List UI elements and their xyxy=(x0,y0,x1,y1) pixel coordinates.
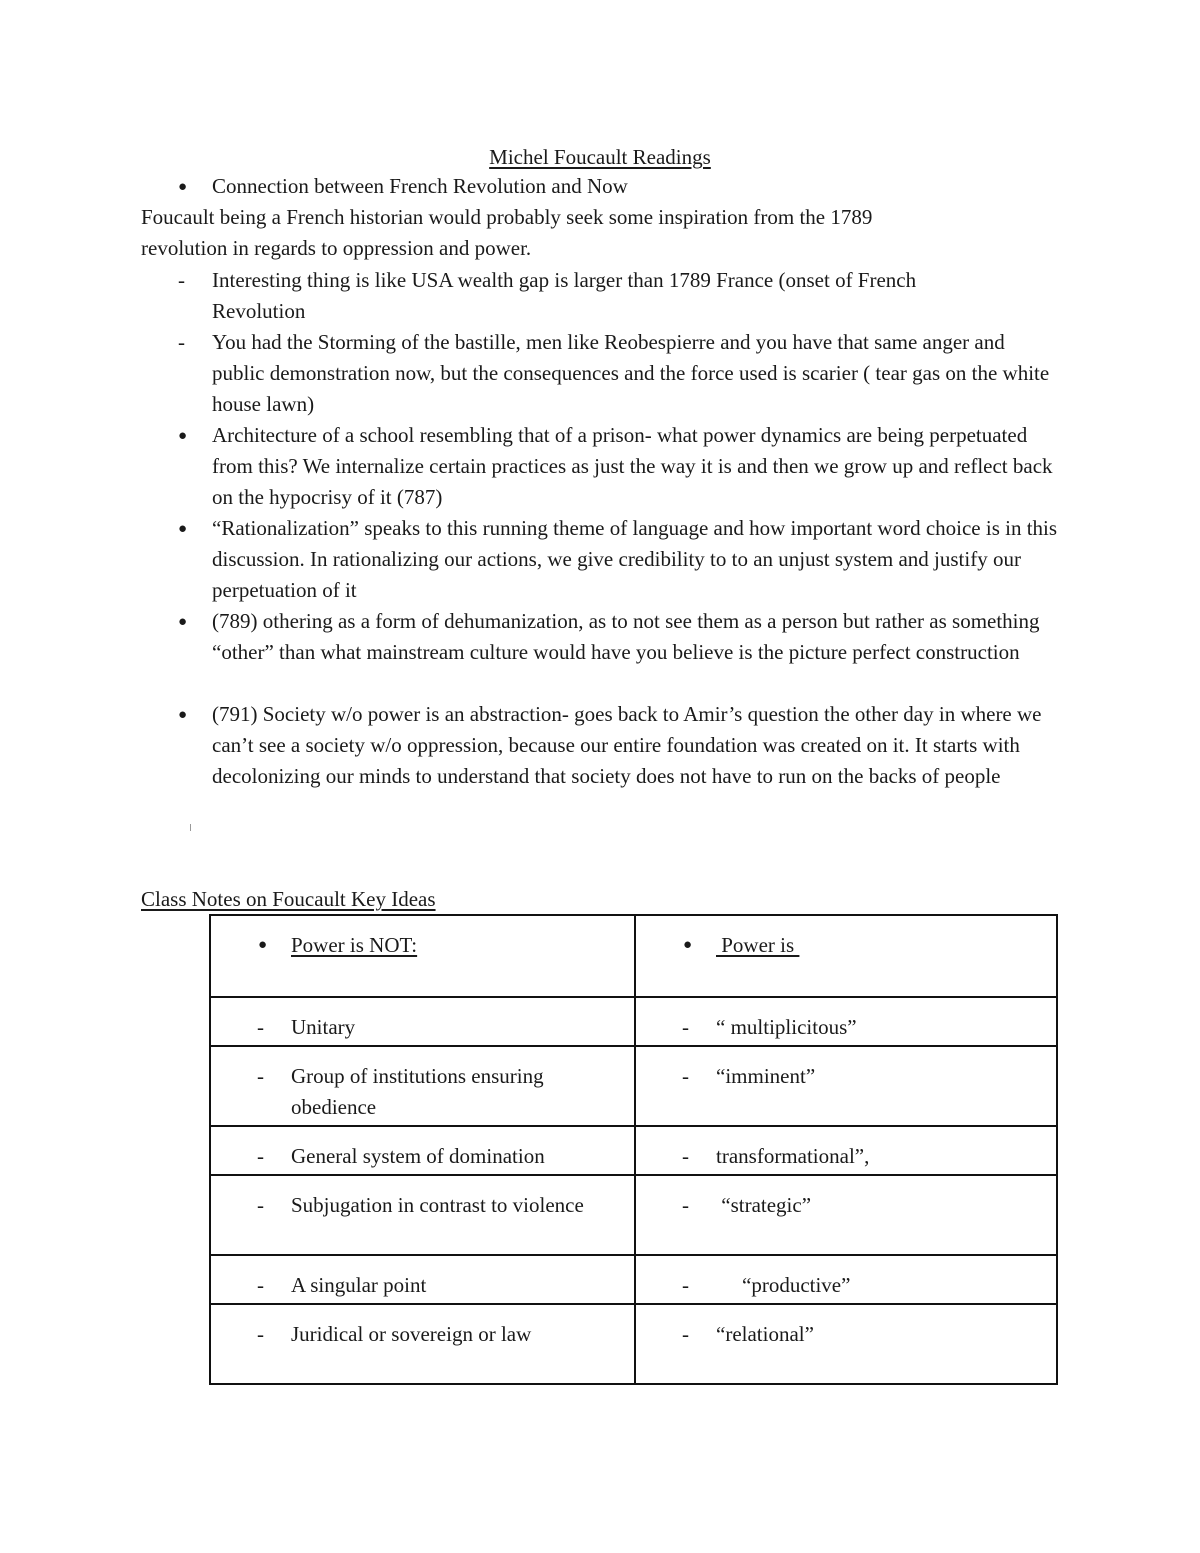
dash-item: Interesting thing is like USA wealth gap is larger than 1789 France (onset of French Revolution xyxy=(212,268,917,323)
table-cell xyxy=(635,1175,1057,1255)
table-cell xyxy=(635,997,1057,1046)
table-header-cell xyxy=(210,915,635,997)
bullet-item: Architecture of a school resembling that of a prison- what power dynamics are being perpetuated from this? We internalize certain practices as just the way it is and then we grow up and reflect back on the hypocrisy of it (787) xyxy=(212,423,1053,509)
paragraph-line: revolution in regards to oppression and power. xyxy=(141,236,532,260)
page-title xyxy=(0,144,1200,171)
cell-text: “imminent” xyxy=(716,1064,816,1088)
cell-text: Subjugation in contrast to violence xyxy=(291,1193,584,1217)
table-cell xyxy=(210,1304,635,1384)
bullet-marker: ● xyxy=(178,428,188,444)
table-cell xyxy=(210,1126,635,1175)
stray-mark xyxy=(190,824,191,831)
dash-marker: - xyxy=(682,1273,689,1297)
table-cell xyxy=(210,1255,635,1304)
intro-bullet-item: Connection between French Revolution and Now xyxy=(212,174,628,198)
table-header-row xyxy=(210,915,1057,997)
cell-text: “productive” xyxy=(742,1273,851,1297)
table-cell xyxy=(210,997,635,1046)
table-row xyxy=(210,1046,1057,1126)
dash-marker: - xyxy=(682,1193,689,1217)
bullet-marker: ● xyxy=(178,707,188,723)
dash-item: You had the Storming of the bastille, men like Reobespierre and you have that same anger and public demonstration now, but the consequences and the force used is scarier ( tear gas on the white house lawn) xyxy=(212,330,1050,416)
dash-marker: - xyxy=(178,268,185,292)
dash-marker: - xyxy=(178,330,185,354)
bullet-item: “Rationalization” speaks to this running theme of language and how important word choice is in this discussion. In rationalizing our actions, we give credibility to to an unjust system and justify our perpetuation of it xyxy=(212,516,1058,602)
paragraph-line: Foucault being a French historian would probably seek some inspiration from the 1789 xyxy=(141,205,873,229)
cell-text: A singular point xyxy=(291,1273,427,1297)
table-cell xyxy=(210,1175,635,1255)
dash-marker: - xyxy=(682,1322,689,1346)
bullet-marker: ● xyxy=(178,179,188,195)
table-cell xyxy=(210,1046,635,1126)
table-cell xyxy=(635,1255,1057,1304)
section-heading: Class Notes on Foucault Key Ideas xyxy=(141,887,436,911)
cell-text: transformational”, xyxy=(716,1144,870,1168)
dash-marker: - xyxy=(257,1064,264,1088)
dash-marker: - xyxy=(682,1144,689,1168)
cell-text: Juridical or sovereign or law xyxy=(291,1322,532,1346)
header-power-is-not: Power is NOT: xyxy=(291,933,418,957)
dash-marker: - xyxy=(682,1015,689,1039)
cell-text: “strategic” xyxy=(716,1193,812,1217)
dash-marker: - xyxy=(682,1064,689,1088)
dash-marker: - xyxy=(257,1144,264,1168)
cell-text: “ multiplicitous” xyxy=(716,1015,857,1039)
bullet-marker: ● xyxy=(178,521,188,537)
cell-text: Unitary xyxy=(291,1015,356,1039)
dash-marker: - xyxy=(257,1322,264,1346)
bullet-marker: ● xyxy=(258,937,268,953)
cell-text: Group of institutions ensuring obedience xyxy=(291,1064,544,1119)
table-row xyxy=(210,1175,1057,1255)
dash-marker: - xyxy=(257,1015,264,1039)
table-row xyxy=(210,1126,1057,1175)
table-cell xyxy=(635,1126,1057,1175)
key-ideas-table xyxy=(209,914,1058,1385)
cell-text: “relational” xyxy=(716,1322,814,1346)
table-row xyxy=(210,1255,1057,1304)
table-row xyxy=(210,997,1057,1046)
bullet-marker: ● xyxy=(683,937,693,953)
bullet-item: (791) Society w/o power is an abstraction- goes back to Amir’s question the other day in where we can’t see a society w/o oppression, because our entire foundation was created on it. It starts with decolonizing our minds to understand that society does not have to run on the backs of people xyxy=(212,702,1042,788)
page-title-text: Michel Foucault Readings xyxy=(489,145,711,169)
table-cell xyxy=(635,1304,1057,1384)
table-header-cell xyxy=(635,915,1057,997)
dash-marker: - xyxy=(257,1273,264,1297)
dash-marker: - xyxy=(257,1193,264,1217)
header-power-is: Power is xyxy=(716,933,800,957)
bullet-marker: ● xyxy=(178,614,188,630)
table-row xyxy=(210,1304,1057,1384)
bullet-item: (789) othering as a form of dehumanization, as to not see them as a person but rather as something “other” than what mainstream culture would have you believe is the picture perfect construction xyxy=(212,609,1040,664)
cell-text: General system of domination xyxy=(291,1144,545,1168)
table-cell xyxy=(635,1046,1057,1126)
